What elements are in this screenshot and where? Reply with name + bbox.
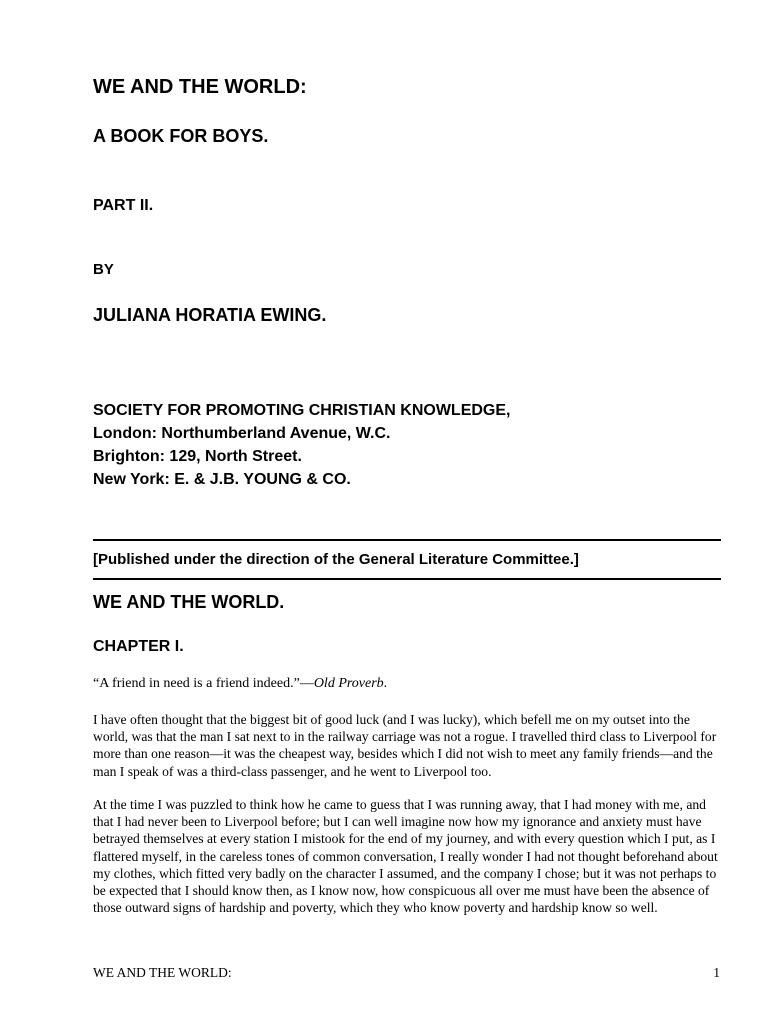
horizontal-rule-top <box>93 539 721 541</box>
book-subtitle: A BOOK FOR BOYS. <box>93 126 269 146</box>
part-label: PART II. <box>93 197 154 214</box>
horizontal-rule-bottom <box>93 578 721 580</box>
publisher-line: London: Northumberland Avenue, W.C. <box>93 425 391 442</box>
body-paragraph: I have often thought that the biggest bit of good luck (and I was lucky), which befell me on my outset into the world, was that the man I sat next to in the railway carriage was not a rogue. I travelled third class to Liverpool for more than one reason—it was the cheapest way, besides which I did not wish to meet any family friends—and the man I speak of was a third-class passenger, and he went to Liverpool too. <box>93 712 717 779</box>
book-heading: WE AND THE WORLD. <box>93 592 285 612</box>
epigraph-quote: “A friend in need is a friend indeed.”— <box>93 676 314 691</box>
publisher-block <box>93 399 511 491</box>
epigraph <box>93 676 387 692</box>
direction-note: [Published under the direction of the General Literature Committee.] <box>93 551 579 568</box>
page-number: 1 <box>713 965 720 980</box>
publisher-line: Brighton: 129, North Street. <box>93 448 302 465</box>
publisher-line: SOCIETY FOR PROMOTING CHRISTIAN KNOWLEDGE, <box>93 402 511 419</box>
publisher-line: New York: E. & J.B. YOUNG & CO. <box>93 471 351 488</box>
by-label: BY <box>93 261 114 278</box>
body-paragraph: At the time I was puzzled to think how he came to guess that I was running away, that I had money with me, and that I had never been to Liverpool before; but I can well imagine now how my ignorance and anxiety must have betrayed themselves at every station I mistook for the end of my journey, and with every question which I put, as I flattered myself, in the careless tones of common conversation, I really wonder I had not thought beforehand about my clothes, which fitted very badly on the character I assumed, and the company I chose; but it was not perhaps to be expected that I should know then, as I know now, how conspicuous all over me must have been the absence of those outward signs of hardship and poverty, which they who know poverty and hardship know so well. <box>93 797 718 916</box>
author-name: JULIANA HORATIA EWING. <box>93 305 327 325</box>
book-title: WE AND THE WORLD: <box>93 76 307 98</box>
epigraph-source: Old Proverb <box>313 676 384 691</box>
footer-running-title: WE AND THE WORLD: <box>93 965 232 980</box>
epigraph-end: . <box>383 676 388 691</box>
chapter-heading: CHAPTER I. <box>93 638 184 655</box>
